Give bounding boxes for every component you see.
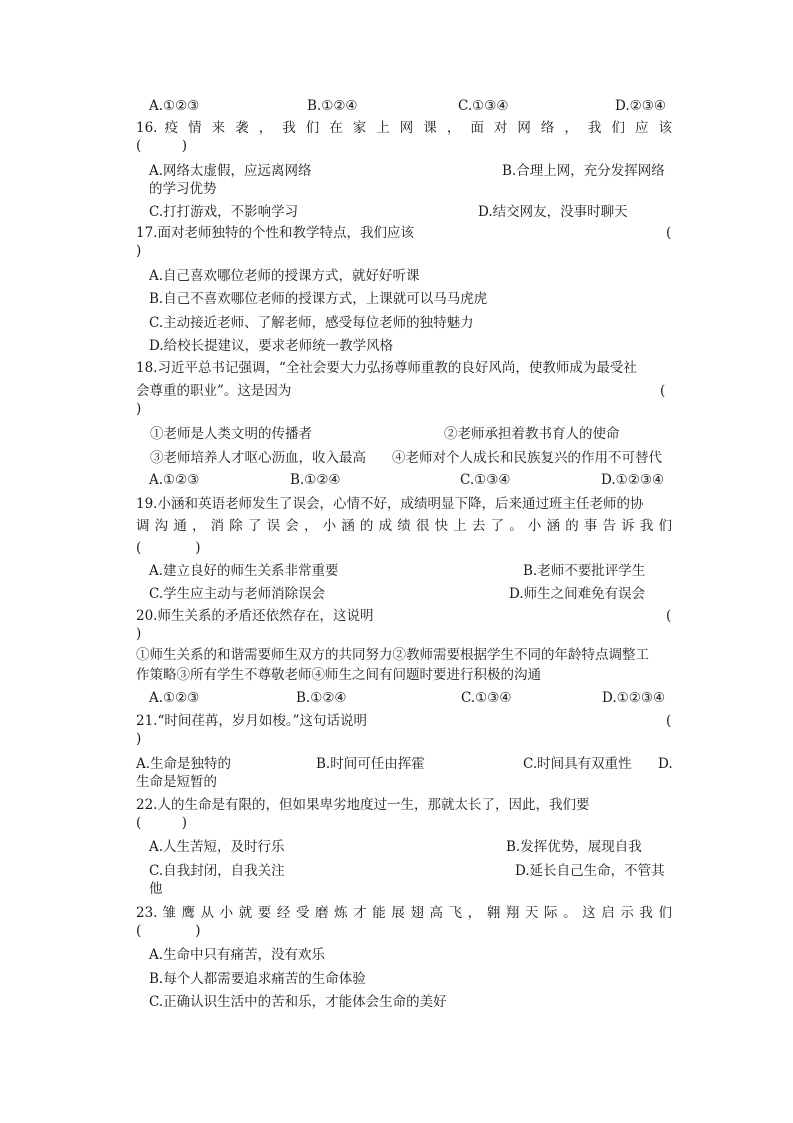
- q19-option-c: C.学生应主动与老师消除误会: [149, 586, 326, 602]
- q21-paren-close: ): [136, 731, 142, 747]
- q21-option-c: C.时间具有双重性: [523, 756, 632, 772]
- q19-option-a: A.建立良好的师生关系非常重要: [149, 563, 339, 579]
- q20-paren-close: ): [136, 626, 142, 642]
- q23-option-c: C.正确认识生活中的苦和乐，才能体会生命的美好: [149, 994, 447, 1010]
- q19-stem-paren: ( ): [136, 540, 201, 556]
- q20-stem: 20.师生关系的矛盾还依然存在，这说明: [136, 608, 374, 624]
- q21-option-b: B.时间可任由挥霍: [316, 756, 425, 772]
- q18-option-a: A.①②③: [149, 472, 200, 488]
- q22-option-d-cont: 他: [149, 881, 163, 897]
- q23-stem: 23. 雏 鹰 从 小 就 要 经 受 磨 炼 才 能 展 翅 高 飞 ， 翱 翔 天 际 。 这 启 示 我 们: [136, 905, 672, 921]
- q22-option-d: D.延长自己生命，不管其: [515, 863, 665, 879]
- q19-stem-line2: 调 沟 通 ， 消 除 了 误 会 ， 小 涵 的 成 绩 很 快 上 去 了 。 小 涵 的 事 告 诉 我 们: [136, 518, 672, 534]
- q20-option-d: D.①②③④: [602, 690, 666, 706]
- q16-option-b-cont: 的学习优势: [149, 181, 217, 197]
- q15-option-d: D.②③④: [615, 98, 666, 114]
- q18-paren-close: ): [136, 401, 142, 417]
- q16-stem-paren: ( ): [136, 138, 188, 154]
- q15-option-b: B.①②④: [307, 98, 358, 114]
- q18-statement-2: ②老师承担着教书育人的使命: [444, 426, 620, 442]
- q22-option-a: A.人生苦短，及时行乐: [149, 839, 285, 855]
- q21-option-a: A.生命是独特的: [136, 756, 232, 772]
- q20-statements-line1: ①师生关系的和谐需要师生双方的共同努力②教师需要根据学生不同的年龄特点调整工: [136, 647, 649, 663]
- q20-paren-open: (: [666, 608, 672, 624]
- q20-option-b: B.①②④: [296, 690, 347, 706]
- q18-stem-line1: 18.习近平总书记强调，“全社会要大力弘扬尊师重教的良好风尚，使教师成为最受社: [136, 360, 637, 376]
- q21-option-d: D.: [658, 756, 673, 772]
- q17-paren-open: (: [666, 225, 672, 241]
- q17-option-c: C.主动接近老师、了解老师，感受每位老师的独特魅力: [149, 315, 474, 331]
- q21-option-d-cont: 生命是短暂的: [136, 774, 217, 790]
- q16-stem-line1: 16. 疫 情 来 袭 ， 我 们 在 家 上 网 课 ， 面 对 网 络 ， 我 们 应 该: [136, 120, 672, 136]
- q18-option-c: C.①③④: [460, 472, 511, 488]
- q21-stem: 21.“时间荏苒，岁月如梭。”这句话说明: [136, 713, 368, 729]
- q19-stem-line1: 19.小涵和英语老师发生了误会，心情不好，成绩明显下降，后来通过班主任老师的协: [136, 496, 644, 512]
- q17-paren-close: ): [136, 243, 142, 259]
- q20-statements-line2: 作策略③所有学生不尊敬老师④师生之间有问题时要进行积极的沟通: [136, 667, 541, 683]
- q23-option-a: A.生命中只有痛苦，没有欢乐: [149, 947, 326, 963]
- q18-paren-open: (: [660, 383, 666, 399]
- q18-option-d: D.①②③④: [601, 472, 665, 488]
- q15-option-c: C.①③④: [458, 98, 509, 114]
- q15-option-a: A.①②③: [149, 98, 200, 114]
- q18-option-b: B.①②④: [290, 472, 341, 488]
- q22-stem: 22.人的生命是有限的，但如果卑劣地度过一生，那就太长了，因此，我们要: [136, 797, 590, 813]
- q16-option-b: B.合理上网，充分发挥网络: [502, 163, 665, 179]
- q20-option-c: C.①③④: [461, 690, 512, 706]
- q16-option-a: A.网络太虚假，应远离网络: [149, 163, 312, 179]
- q18-statement-3: ③老师培养人才呕心沥血，收入最高: [150, 450, 366, 466]
- q17-option-a: A.自己喜欢哪位老师的授课方式，就好好听课: [149, 268, 420, 284]
- q17-option-d: D.给校长提建议，要求老师统一教学风格: [149, 338, 394, 354]
- q17-option-b: B.自己不喜欢哪位老师的授课方式，上课就可以马马虎虎: [149, 291, 488, 307]
- q16-option-d: D.结交网友，没事时聊天: [478, 204, 628, 220]
- q22-stem-paren: ( ): [136, 815, 188, 831]
- q23-stem-paren: ( ): [136, 923, 201, 939]
- q20-option-a: A.①②③: [149, 690, 200, 706]
- q17-stem: 17.面对老师独特的个性和教学特点，我们应该: [136, 225, 414, 241]
- q22-option-b: B.发挥优势，展现自我: [506, 839, 642, 855]
- q23-option-b: B.每个人都需要追求痛苦的生命体验: [149, 971, 366, 987]
- q19-option-d: D.师生之间难免有误会: [509, 586, 646, 602]
- q18-stem-line2: 会尊重的职业”。这是因为: [136, 383, 292, 399]
- q18-statement-1: ①老师是人类文明的传播者: [150, 426, 312, 442]
- q18-statement-4: ④老师对个人成长和民族复兴的作用不可替代: [392, 450, 662, 466]
- q21-paren-open: (: [666, 713, 672, 729]
- q19-option-b: B.老师不要批评学生: [523, 563, 646, 579]
- q16-option-c: C.打打游戏，不影响学习: [149, 204, 299, 220]
- q22-option-c: C.自我封闭，自我关注: [149, 863, 285, 879]
